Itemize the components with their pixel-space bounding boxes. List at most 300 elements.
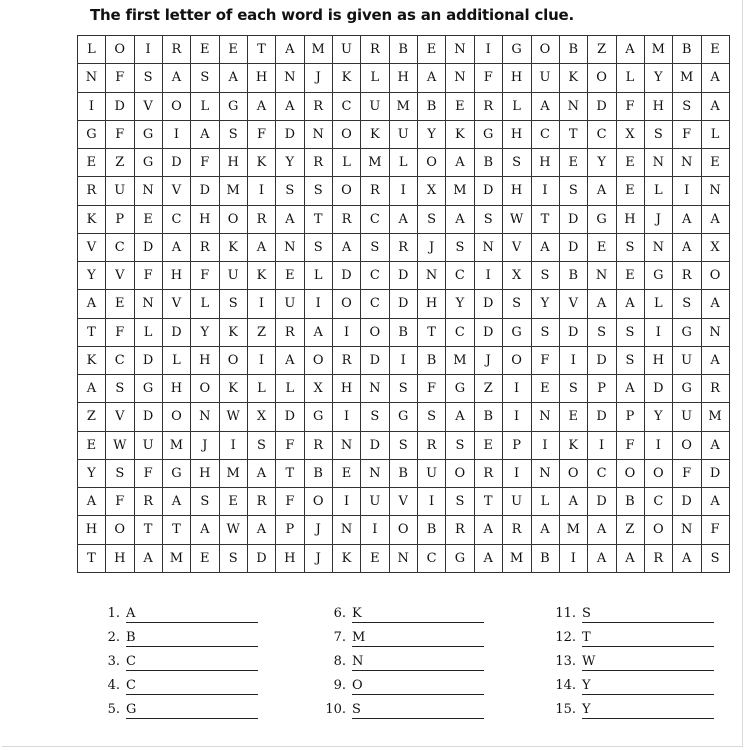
grid-cell[interactable]: D [559, 318, 587, 346]
answer-line[interactable] [582, 702, 714, 719]
grid-cell[interactable]: O [106, 516, 134, 544]
grid-cell[interactable]: J [418, 233, 446, 261]
grid-cell[interactable]: L [616, 64, 644, 92]
grid-cell[interactable]: A [588, 516, 616, 544]
grid-cell[interactable]: B [389, 318, 417, 346]
grid-cell[interactable]: D [389, 262, 417, 290]
grid-cell[interactable]: F [276, 431, 304, 459]
grid-cell[interactable]: N [191, 403, 219, 431]
grid-cell[interactable]: H [389, 64, 417, 92]
grid-cell[interactable]: E [219, 36, 247, 64]
grid-cell[interactable]: D [361, 431, 389, 459]
grid-cell[interactable]: H [644, 346, 672, 374]
grid-cell[interactable]: T [559, 120, 587, 148]
grid-cell[interactable]: W [219, 403, 247, 431]
grid-cell[interactable]: R [248, 488, 276, 516]
grid-cell[interactable]: I [418, 488, 446, 516]
grid-cell[interactable]: N [333, 516, 361, 544]
grid-cell[interactable]: H [418, 290, 446, 318]
grid-cell[interactable]: P [588, 375, 616, 403]
grid-cell[interactable]: C [361, 290, 389, 318]
grid-cell[interactable]: M [219, 177, 247, 205]
grid-cell[interactable]: R [644, 544, 672, 573]
grid-cell[interactable]: F [191, 262, 219, 290]
grid-cell[interactable]: A [673, 233, 701, 261]
grid-cell[interactable]: B [418, 346, 446, 374]
grid-cell[interactable]: Z [106, 149, 134, 177]
grid-cell[interactable]: A [276, 92, 304, 120]
grid-cell[interactable]: A [673, 205, 701, 233]
grid-cell[interactable]: U [389, 120, 417, 148]
grid-cell[interactable]: A [446, 149, 474, 177]
grid-cell[interactable]: F [248, 120, 276, 148]
grid-cell[interactable]: A [163, 233, 191, 261]
grid-cell[interactable]: A [418, 64, 446, 92]
grid-cell[interactable]: R [304, 92, 332, 120]
grid-cell[interactable]: I [644, 431, 672, 459]
grid-cell[interactable]: B [418, 92, 446, 120]
grid-cell[interactable]: N [673, 516, 701, 544]
grid-cell[interactable]: O [559, 459, 587, 487]
grid-cell[interactable]: E [276, 262, 304, 290]
grid-cell[interactable]: I [333, 318, 361, 346]
grid-cell[interactable]: I [389, 177, 417, 205]
answer-line[interactable] [582, 630, 714, 647]
grid-cell[interactable]: O [503, 346, 531, 374]
grid-cell[interactable]: K [78, 346, 106, 374]
grid-cell[interactable]: G [389, 403, 417, 431]
grid-cell[interactable]: M [503, 544, 531, 573]
grid-cell[interactable]: I [248, 346, 276, 374]
grid-cell[interactable]: R [673, 262, 701, 290]
grid-cell[interactable]: D [163, 318, 191, 346]
grid-cell[interactable]: R [418, 431, 446, 459]
grid-cell[interactable]: M [361, 149, 389, 177]
grid-cell[interactable]: F [106, 120, 134, 148]
grid-cell[interactable]: S [219, 544, 247, 573]
grid-cell[interactable]: H [78, 516, 106, 544]
grid-cell[interactable]: R [78, 177, 106, 205]
answer-line[interactable] [582, 678, 714, 695]
grid-cell[interactable]: I [588, 431, 616, 459]
grid-cell[interactable]: A [588, 290, 616, 318]
grid-cell[interactable]: M [446, 346, 474, 374]
grid-cell[interactable]: E [616, 149, 644, 177]
grid-cell[interactable]: L [248, 375, 276, 403]
grid-cell[interactable]: M [389, 92, 417, 120]
grid-cell[interactable]: E [106, 290, 134, 318]
grid-cell[interactable]: B [559, 262, 587, 290]
grid-cell[interactable]: O [531, 36, 559, 64]
grid-cell[interactable]: G [446, 544, 474, 573]
grid-cell[interactable]: R [361, 36, 389, 64]
grid-cell[interactable]: U [418, 459, 446, 487]
grid-cell[interactable]: O [163, 403, 191, 431]
grid-cell[interactable]: E [559, 149, 587, 177]
grid-cell[interactable]: O [446, 459, 474, 487]
grid-cell[interactable]: I [219, 431, 247, 459]
grid-cell[interactable]: A [588, 177, 616, 205]
grid-cell[interactable]: C [446, 318, 474, 346]
grid-cell[interactable]: C [418, 544, 446, 573]
grid-cell[interactable]: H [191, 459, 219, 487]
grid-cell[interactable]: S [106, 459, 134, 487]
grid-cell[interactable]: E [616, 262, 644, 290]
grid-cell[interactable]: A [701, 431, 729, 459]
grid-cell[interactable]: F [106, 488, 134, 516]
grid-cell[interactable]: F [134, 262, 162, 290]
grid-cell[interactable]: K [333, 544, 361, 573]
grid-cell[interactable]: D [474, 290, 502, 318]
grid-cell[interactable]: H [163, 375, 191, 403]
grid-cell[interactable]: T [78, 544, 106, 573]
grid-cell[interactable]: I [503, 403, 531, 431]
grid-cell[interactable]: F [418, 375, 446, 403]
grid-cell[interactable]: I [248, 290, 276, 318]
grid-cell[interactable]: N [644, 233, 672, 261]
grid-cell[interactable]: D [248, 544, 276, 573]
grid-cell[interactable]: G [304, 403, 332, 431]
grid-cell[interactable]: L [389, 149, 417, 177]
grid-cell[interactable]: A [248, 233, 276, 261]
grid-cell[interactable]: F [701, 516, 729, 544]
grid-cell[interactable]: Y [588, 149, 616, 177]
grid-cell[interactable]: G [673, 318, 701, 346]
grid-cell[interactable]: I [248, 177, 276, 205]
grid-cell[interactable]: H [644, 92, 672, 120]
grid-cell[interactable]: G [78, 120, 106, 148]
grid-cell[interactable]: R [361, 177, 389, 205]
grid-cell[interactable]: U [333, 36, 361, 64]
grid-cell[interactable]: A [191, 516, 219, 544]
grid-cell[interactable]: E [531, 375, 559, 403]
grid-cell[interactable]: E [333, 459, 361, 487]
grid-cell[interactable]: R [474, 92, 502, 120]
grid-cell[interactable]: D [106, 92, 134, 120]
grid-cell[interactable]: D [701, 459, 729, 487]
grid-cell[interactable]: J [191, 431, 219, 459]
grid-cell[interactable]: S [531, 318, 559, 346]
grid-cell[interactable]: N [276, 233, 304, 261]
grid-cell[interactable]: I [559, 544, 587, 573]
grid-cell[interactable]: A [78, 375, 106, 403]
grid-cell[interactable]: M [559, 516, 587, 544]
answer-line[interactable] [126, 654, 258, 671]
grid-cell[interactable]: O [304, 488, 332, 516]
grid-cell[interactable]: H [106, 544, 134, 573]
grid-cell[interactable]: S [389, 431, 417, 459]
grid-cell[interactable]: R [474, 459, 502, 487]
grid-cell[interactable]: C [106, 233, 134, 261]
grid-cell[interactable]: S [248, 431, 276, 459]
grid-cell[interactable]: F [191, 149, 219, 177]
grid-cell[interactable]: H [219, 149, 247, 177]
grid-cell[interactable]: C [446, 262, 474, 290]
grid-cell[interactable]: N [531, 403, 559, 431]
grid-cell[interactable]: S [616, 318, 644, 346]
grid-cell[interactable]: H [191, 205, 219, 233]
grid-cell[interactable]: B [531, 544, 559, 573]
grid-cell[interactable]: I [134, 36, 162, 64]
grid-cell[interactable]: N [134, 177, 162, 205]
grid-cell[interactable]: U [219, 262, 247, 290]
grid-cell[interactable]: G [673, 375, 701, 403]
grid-cell[interactable]: A [701, 92, 729, 120]
grid-cell[interactable]: N [389, 544, 417, 573]
grid-cell[interactable]: E [78, 431, 106, 459]
grid-cell[interactable]: A [531, 233, 559, 261]
grid-cell[interactable]: U [673, 403, 701, 431]
grid-cell[interactable]: E [191, 36, 219, 64]
grid-cell[interactable]: Z [616, 516, 644, 544]
grid-cell[interactable]: F [616, 431, 644, 459]
grid-cell[interactable]: E [559, 403, 587, 431]
grid-cell[interactable]: S [503, 149, 531, 177]
grid-cell[interactable]: A [616, 544, 644, 573]
grid-cell[interactable]: Y [418, 120, 446, 148]
grid-cell[interactable]: P [276, 516, 304, 544]
grid-cell[interactable]: E [134, 205, 162, 233]
grid-cell[interactable]: A [701, 290, 729, 318]
grid-cell[interactable]: M [673, 64, 701, 92]
answer-line[interactable] [352, 702, 484, 719]
grid-cell[interactable]: S [446, 233, 474, 261]
grid-cell[interactable]: T [474, 488, 502, 516]
grid-cell[interactable]: O [361, 318, 389, 346]
answer-line[interactable] [126, 630, 258, 647]
grid-cell[interactable]: I [531, 431, 559, 459]
grid-cell[interactable]: G [219, 92, 247, 120]
grid-cell[interactable]: S [673, 290, 701, 318]
grid-cell[interactable]: J [304, 544, 332, 573]
grid-cell[interactable]: D [588, 488, 616, 516]
grid-cell[interactable]: S [644, 120, 672, 148]
answer-line[interactable] [352, 630, 484, 647]
grid-cell[interactable]: N [78, 64, 106, 92]
grid-cell[interactable]: Y [446, 290, 474, 318]
grid-cell[interactable]: M [701, 403, 729, 431]
grid-cell[interactable]: C [333, 92, 361, 120]
grid-cell[interactable]: C [163, 205, 191, 233]
grid-cell[interactable]: Z [78, 403, 106, 431]
grid-cell[interactable]: P [503, 431, 531, 459]
grid-cell[interactable]: S [304, 177, 332, 205]
grid-cell[interactable]: N [701, 177, 729, 205]
grid-cell[interactable]: H [616, 205, 644, 233]
grid-cell[interactable]: A [333, 233, 361, 261]
grid-cell[interactable]: U [361, 92, 389, 120]
grid-cell[interactable]: Y [644, 64, 672, 92]
grid-cell[interactable]: T [78, 318, 106, 346]
grid-cell[interactable]: C [106, 346, 134, 374]
grid-cell[interactable]: T [134, 516, 162, 544]
grid-cell[interactable]: H [163, 262, 191, 290]
answer-line[interactable] [582, 654, 714, 671]
grid-cell[interactable]: Y [78, 262, 106, 290]
grid-cell[interactable]: V [134, 92, 162, 120]
grid-cell[interactable]: I [644, 318, 672, 346]
grid-cell[interactable]: J [304, 64, 332, 92]
grid-cell[interactable]: R [163, 36, 191, 64]
grid-cell[interactable]: D [673, 488, 701, 516]
grid-cell[interactable]: D [134, 403, 162, 431]
grid-cell[interactable]: N [701, 318, 729, 346]
grid-cell[interactable]: O [701, 262, 729, 290]
grid-cell[interactable]: N [673, 149, 701, 177]
grid-cell[interactable]: C [361, 262, 389, 290]
grid-cell[interactable]: I [333, 403, 361, 431]
grid-cell[interactable]: O [333, 120, 361, 148]
grid-cell[interactable]: R [333, 205, 361, 233]
grid-cell[interactable]: S [191, 64, 219, 92]
grid-cell[interactable]: T [531, 205, 559, 233]
grid-cell[interactable]: O [106, 36, 134, 64]
grid-cell[interactable]: D [644, 375, 672, 403]
grid-cell[interactable]: B [559, 36, 587, 64]
grid-cell[interactable]: D [559, 205, 587, 233]
grid-cell[interactable]: A [248, 516, 276, 544]
grid-cell[interactable]: T [248, 36, 276, 64]
grid-cell[interactable]: K [219, 233, 247, 261]
grid-cell[interactable]: G [588, 205, 616, 233]
grid-cell[interactable]: A [559, 488, 587, 516]
grid-cell[interactable]: A [78, 488, 106, 516]
grid-cell[interactable]: B [304, 459, 332, 487]
grid-cell[interactable]: I [389, 346, 417, 374]
grid-cell[interactable]: L [701, 120, 729, 148]
grid-cell[interactable]: X [701, 233, 729, 261]
grid-cell[interactable]: N [333, 431, 361, 459]
grid-cell[interactable]: J [644, 205, 672, 233]
grid-cell[interactable]: N [559, 92, 587, 120]
grid-cell[interactable]: N [361, 375, 389, 403]
grid-cell[interactable]: S [418, 205, 446, 233]
grid-cell[interactable]: K [559, 431, 587, 459]
grid-cell[interactable]: E [701, 36, 729, 64]
answer-line[interactable] [126, 606, 258, 623]
grid-cell[interactable]: Y [78, 459, 106, 487]
grid-cell[interactable]: A [134, 544, 162, 573]
grid-cell[interactable]: E [588, 233, 616, 261]
grid-cell[interactable]: E [616, 177, 644, 205]
grid-cell[interactable]: R [333, 346, 361, 374]
grid-cell[interactable]: K [78, 205, 106, 233]
grid-cell[interactable]: A [616, 36, 644, 64]
grid-cell[interactable]: A [531, 92, 559, 120]
grid-cell[interactable]: E [418, 36, 446, 64]
grid-cell[interactable]: N [588, 262, 616, 290]
grid-cell[interactable]: A [701, 205, 729, 233]
grid-cell[interactable]: S [191, 488, 219, 516]
grid-cell[interactable]: G [134, 120, 162, 148]
grid-cell[interactable]: F [276, 488, 304, 516]
grid-cell[interactable]: E [191, 544, 219, 573]
grid-cell[interactable]: O [219, 346, 247, 374]
grid-cell[interactable]: O [333, 290, 361, 318]
grid-cell[interactable]: H [276, 544, 304, 573]
grid-cell[interactable]: O [304, 346, 332, 374]
grid-cell[interactable]: O [191, 375, 219, 403]
grid-cell[interactable]: B [389, 459, 417, 487]
grid-cell[interactable]: I [503, 375, 531, 403]
grid-cell[interactable]: M [446, 177, 474, 205]
grid-cell[interactable]: H [503, 120, 531, 148]
grid-cell[interactable]: I [163, 120, 191, 148]
grid-cell[interactable]: B [418, 516, 446, 544]
grid-cell[interactable]: V [78, 233, 106, 261]
grid-cell[interactable]: Y [644, 403, 672, 431]
grid-cell[interactable]: R [304, 431, 332, 459]
grid-cell[interactable]: F [673, 120, 701, 148]
grid-cell[interactable]: D [559, 233, 587, 261]
grid-cell[interactable]: L [78, 36, 106, 64]
answer-line[interactable] [352, 606, 484, 623]
grid-cell[interactable]: I [531, 177, 559, 205]
grid-cell[interactable]: X [503, 262, 531, 290]
grid-cell[interactable]: A [191, 120, 219, 148]
grid-cell[interactable]: J [474, 346, 502, 374]
grid-cell[interactable]: S [559, 177, 587, 205]
grid-cell[interactable]: S [531, 262, 559, 290]
grid-cell[interactable]: A [276, 205, 304, 233]
grid-cell[interactable]: U [276, 290, 304, 318]
grid-cell[interactable]: A [616, 375, 644, 403]
grid-cell[interactable]: V [163, 177, 191, 205]
grid-cell[interactable]: T [418, 318, 446, 346]
grid-cell[interactable]: C [588, 120, 616, 148]
grid-cell[interactable]: I [78, 92, 106, 120]
grid-cell[interactable]: O [644, 459, 672, 487]
grid-cell[interactable]: D [134, 233, 162, 261]
grid-cell[interactable]: R [191, 233, 219, 261]
grid-cell[interactable]: H [503, 64, 531, 92]
grid-cell[interactable]: H [333, 375, 361, 403]
grid-cell[interactable]: O [389, 516, 417, 544]
grid-cell[interactable]: S [134, 64, 162, 92]
grid-cell[interactable]: S [474, 205, 502, 233]
grid-cell[interactable]: R [503, 516, 531, 544]
answer-line[interactable] [126, 678, 258, 695]
grid-cell[interactable]: Z [474, 375, 502, 403]
grid-cell[interactable]: D [474, 177, 502, 205]
grid-cell[interactable]: M [304, 36, 332, 64]
grid-cell[interactable]: T [163, 516, 191, 544]
grid-cell[interactable]: A [389, 205, 417, 233]
grid-cell[interactable]: N [446, 36, 474, 64]
grid-cell[interactable]: N [361, 459, 389, 487]
grid-cell[interactable]: P [106, 205, 134, 233]
grid-cell[interactable]: F [134, 459, 162, 487]
grid-cell[interactable]: K [333, 64, 361, 92]
grid-cell[interactable]: H [191, 346, 219, 374]
grid-cell[interactable]: L [134, 318, 162, 346]
grid-cell[interactable]: A [304, 318, 332, 346]
grid-cell[interactable]: L [644, 177, 672, 205]
grid-cell[interactable]: S [616, 233, 644, 261]
grid-cell[interactable]: A [163, 64, 191, 92]
grid-cell[interactable]: Z [248, 318, 276, 346]
grid-cell[interactable]: A [78, 290, 106, 318]
grid-cell[interactable]: D [588, 403, 616, 431]
grid-cell[interactable]: L [276, 375, 304, 403]
grid-cell[interactable]: D [389, 290, 417, 318]
grid-cell[interactable]: Y [531, 290, 559, 318]
answer-line[interactable] [352, 654, 484, 671]
grid-cell[interactable]: A [219, 64, 247, 92]
grid-cell[interactable]: L [361, 64, 389, 92]
grid-cell[interactable]: O [333, 177, 361, 205]
grid-cell[interactable]: F [474, 64, 502, 92]
